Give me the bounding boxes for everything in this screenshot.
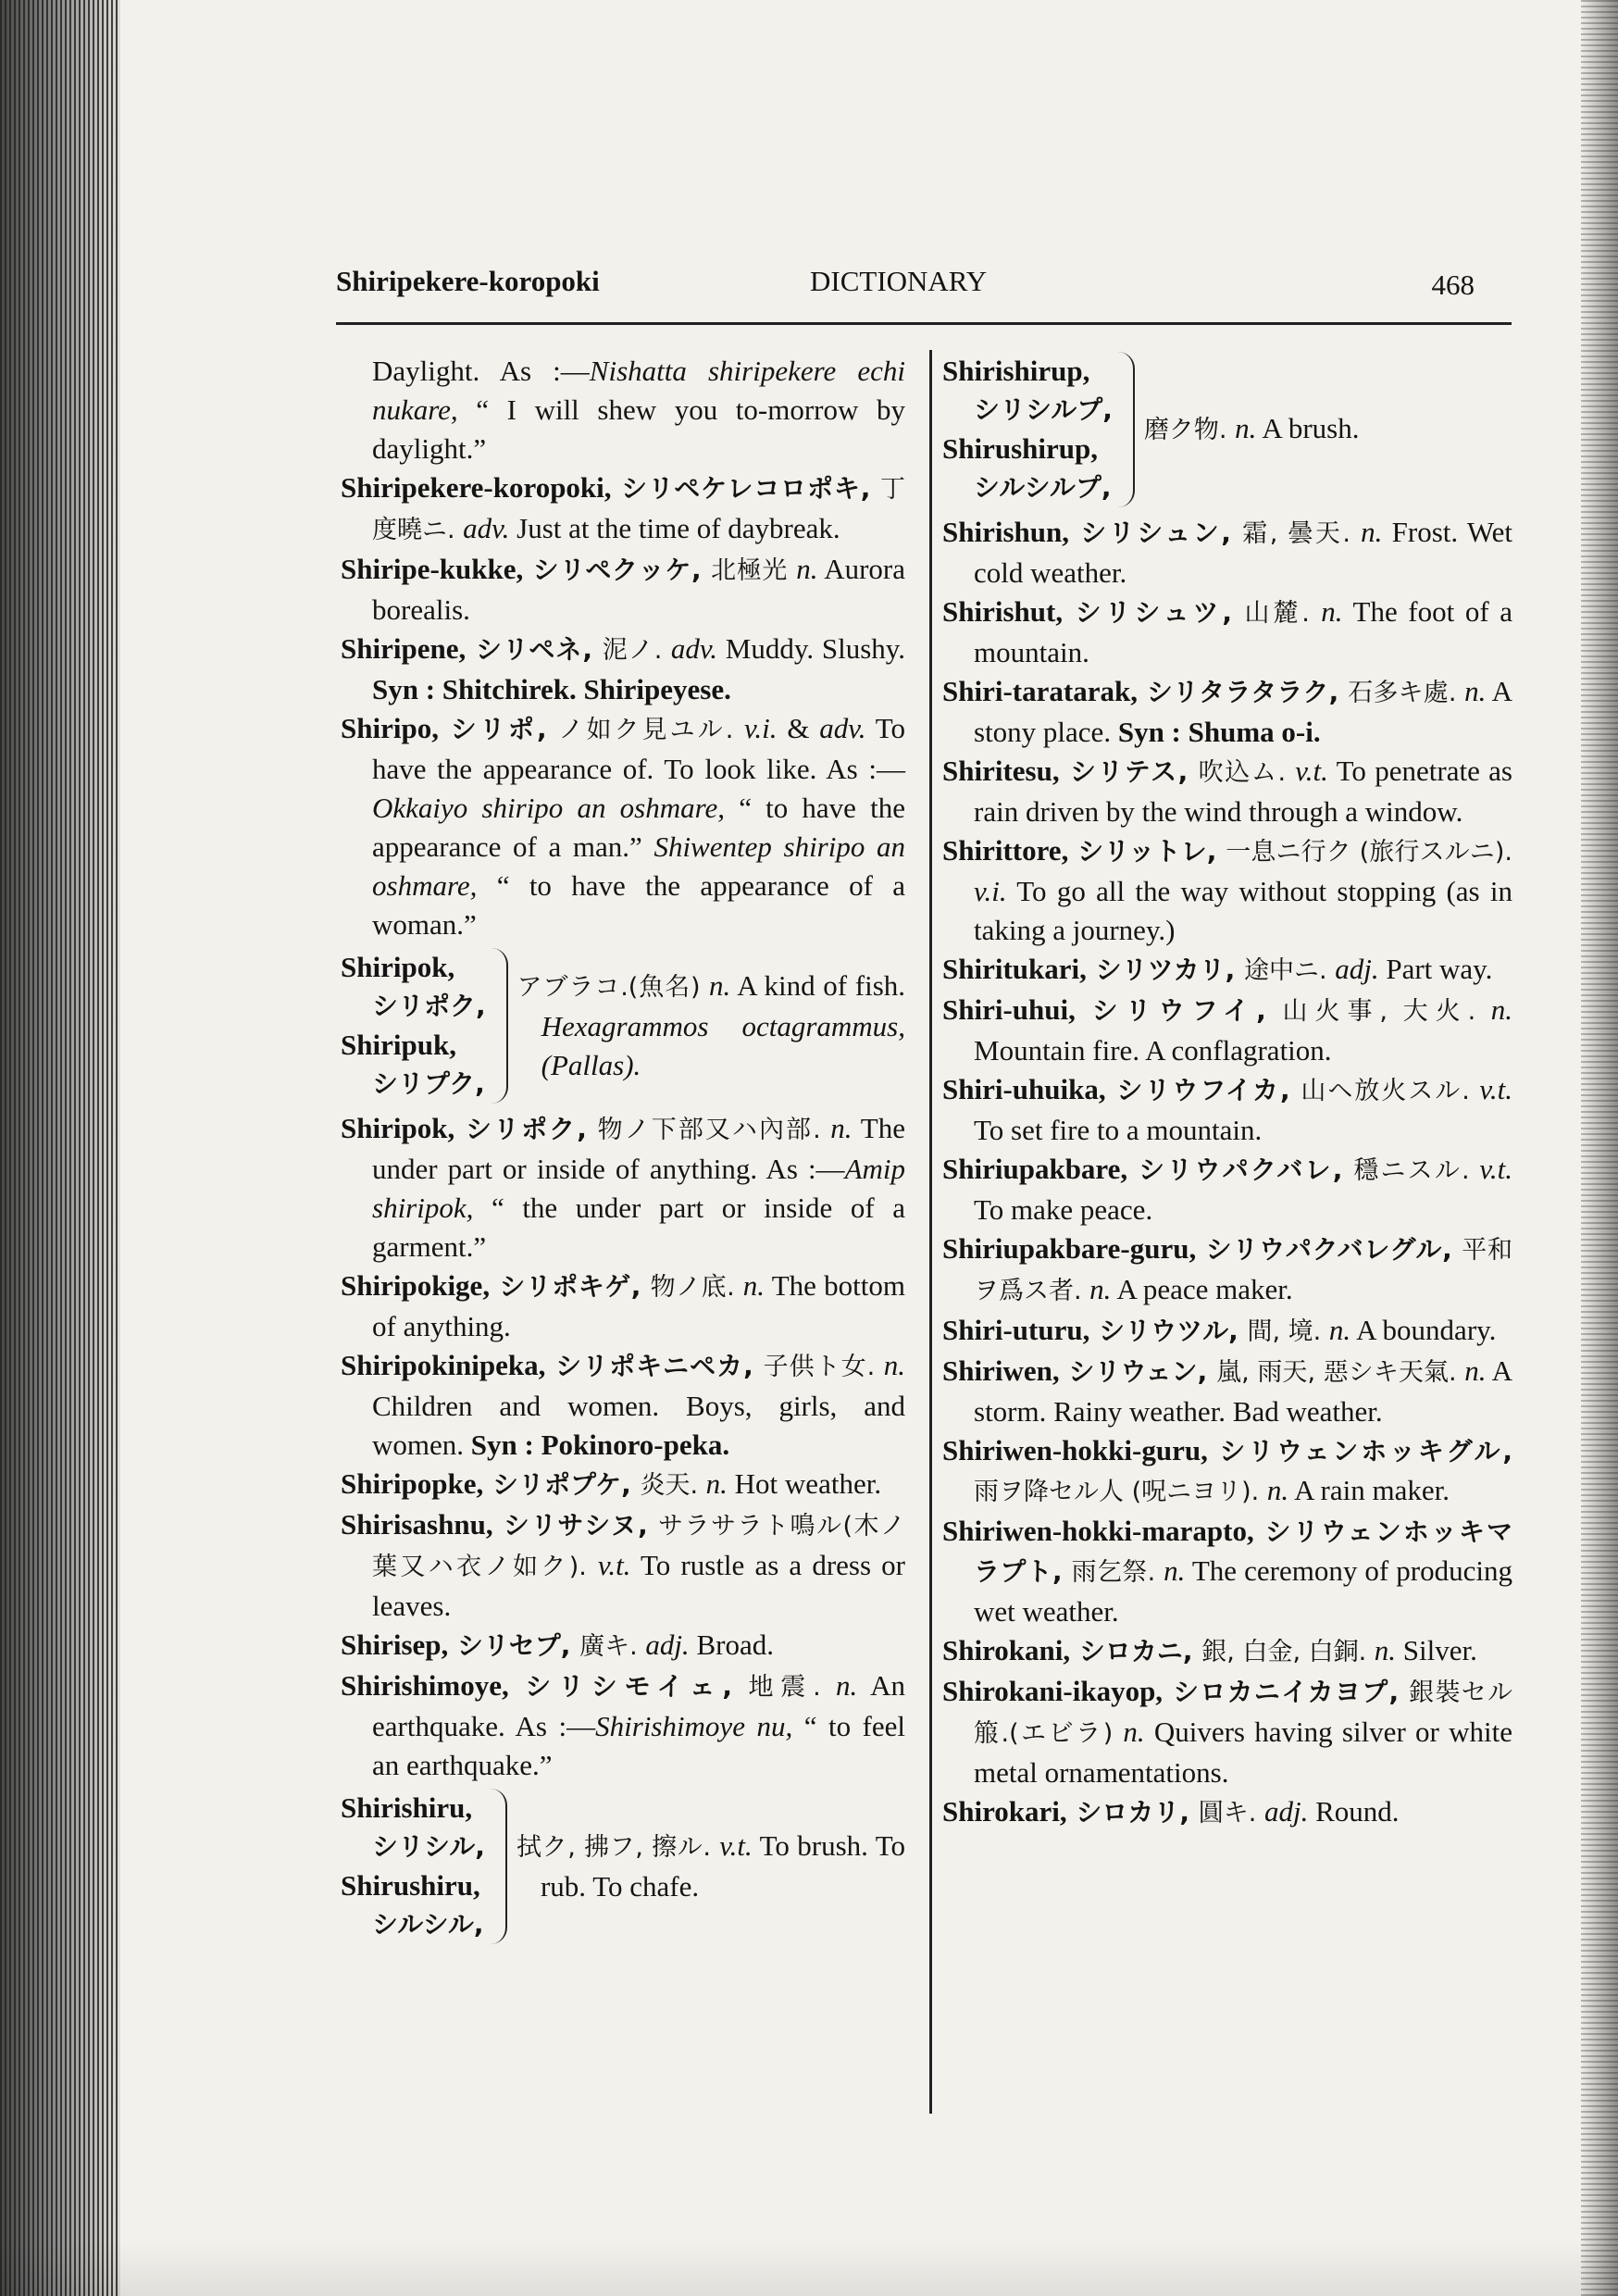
part-of-speech: n. [830, 1112, 853, 1144]
japanese-gloss: 圓キ. [1198, 1799, 1264, 1828]
japanese-gloss: 平和ヲ爲ス者. [974, 1236, 1512, 1305]
headword: Shirokani-ikayop, [942, 1675, 1164, 1707]
dictionary-entry [942, 1431, 1512, 1512]
headword: Shiri-uturu, [942, 1314, 1090, 1346]
katakana-reading: シリサシヌ, [492, 1510, 658, 1541]
definition-text: To make peace. [974, 1193, 1153, 1226]
headword: Shirishirup, [942, 355, 1090, 387]
katakana-reading: シリプク, [372, 1068, 485, 1099]
definition-text: To have the appearance of. To look like. As :— [372, 712, 906, 785]
japanese-gloss: 途中ニ. [1244, 956, 1336, 985]
definition-text: To set fire to a mountain. [974, 1114, 1263, 1146]
japanese-gloss: 吹込ム. [1198, 758, 1296, 787]
katakana-reading: シリウェンホッキマラプト, [974, 1516, 1512, 1587]
dictionary-entry [942, 1512, 1512, 1631]
page-number: 468 [1431, 268, 1475, 301]
headword: Shirittore, [942, 834, 1069, 867]
headword: Shirishiru, [341, 1791, 473, 1824]
example-phrase: Hexagrammos octagrammus, (Pallas). [541, 1010, 905, 1081]
part-of-speech: adj. [1335, 953, 1379, 985]
bracketed-entry [341, 1789, 905, 1944]
dictionary-entry [341, 1465, 905, 1505]
headword: Shiriwen-hokki-marapto, [942, 1515, 1254, 1547]
shared-definition [517, 967, 905, 1085]
definition-text: A peace maker. [1111, 1273, 1293, 1305]
example-phrase: Nishatta shiripekere echi nukare, [372, 355, 906, 426]
japanese-gloss: ノ如ク見ユル. [558, 716, 744, 744]
dictionary-entry [341, 1505, 905, 1626]
entry-list [341, 1109, 905, 1785]
definition-text: The foot of a mountain. [974, 595, 1512, 668]
part-of-speech: adv. [819, 712, 866, 744]
katakana-reading: シリウフイ, [1075, 995, 1283, 1026]
headword: Shirishimoye, [341, 1669, 509, 1702]
katakana-reading: シリペクッケ, [523, 555, 712, 585]
katakana-reading: シリウツル, [1089, 1316, 1248, 1346]
definition-text: Aurora borealis. [372, 553, 905, 626]
headword: Shiritukari, [942, 953, 1087, 985]
katakana-reading: シリペケレコロポキ, [611, 473, 880, 504]
katakana-reading: シリシュツ, [1063, 597, 1245, 628]
dictionary-entry [341, 709, 905, 944]
scan-edge-bottom [0, 2240, 1618, 2296]
part-of-speech: n. [1464, 675, 1487, 707]
dictionary-entry [341, 550, 905, 630]
definition-text: Round. [1308, 1795, 1400, 1828]
katakana-reading: シルシルプ, [974, 472, 1112, 503]
japanese-gloss: 山火事, 大火. [1282, 997, 1491, 1026]
part-of-speech: n. [1490, 993, 1512, 1026]
katakana-reading: シロカリ, [1066, 1797, 1199, 1828]
part-of-speech: v.i. [974, 875, 1007, 907]
dictionary-entry [942, 513, 1512, 593]
entry-list [341, 468, 905, 944]
scan-edge-right [1581, 0, 1618, 2296]
japanese-gloss: 銀, 白金, 白銅. [1201, 1638, 1375, 1666]
example-phrase: Shiwentep shiripo an oshmare, [372, 830, 906, 902]
dictionary-entry [942, 1792, 1512, 1833]
japanese-gloss: 磨ク物. [1143, 416, 1236, 444]
japanese-gloss: 子供ト女. [763, 1353, 884, 1381]
synonym: Syn : Shuma o-i. [1117, 716, 1321, 748]
katakana-reading: シリペネ, [466, 634, 603, 665]
katakana-reading: シリセプ, [448, 1630, 580, 1661]
definition-text: To go all the way without stopping (as in taking a journey.) [974, 875, 1512, 946]
definition-text: “ the under part or inside of a garment.” [372, 1192, 905, 1263]
definition-text: Part way. [1378, 953, 1493, 985]
definition-text: To brush. To rub. To chafe. [540, 1829, 905, 1903]
dictionary-entry [942, 991, 1512, 1070]
katakana-reading: シリシモイェ, [508, 1671, 749, 1702]
headword: Shiriupakbare, [942, 1153, 1128, 1185]
part-of-speech: v.t. [597, 1549, 631, 1581]
part-of-speech: n. [1361, 516, 1383, 548]
part-of-speech: v.t. [1295, 755, 1328, 787]
part-of-speech: n. [1328, 1314, 1351, 1346]
brace [1118, 352, 1135, 507]
japanese-gloss: 泥ノ. [602, 636, 671, 665]
definition-text: A storm. Rainy weather. Bad weather. [974, 1354, 1512, 1428]
dictionary-entry [942, 831, 1512, 950]
definition-text: Just at the time of daybreak. [509, 512, 840, 544]
definition-text: An earthquake. As :— [372, 1669, 905, 1742]
brace [491, 1789, 507, 1944]
column-rule [929, 350, 932, 2114]
katakana-reading: シリウパクバレ, [1127, 1154, 1354, 1185]
headword-group [341, 948, 486, 1104]
katakana-reading: シリウェン, [1059, 1356, 1217, 1387]
katakana-reading: シリタラタラク, [1137, 677, 1349, 707]
headword: Shiripopke, [341, 1467, 484, 1500]
definition-text: Muddy. Slushy. [717, 632, 905, 665]
headword: Shiri-uhuika, [942, 1073, 1106, 1105]
header-rule [336, 322, 1512, 325]
japanese-gloss: 間, 境. [1247, 1317, 1329, 1346]
definition-text: A stony place. [974, 675, 1513, 748]
definition-text: Children and women. Boys, girls, and women. [372, 1390, 905, 1461]
definition-text: The ceremony of producing wet weather. [974, 1554, 1512, 1628]
katakana-reading: シリポキゲ, [490, 1271, 651, 1302]
part-of-speech: adv. [463, 512, 510, 544]
dictionary-entry [341, 630, 905, 709]
japanese-gloss: 石多キ處. [1348, 679, 1465, 707]
scan-edge-left [0, 0, 120, 2296]
dictionary-entry [341, 1626, 905, 1666]
dictionary-title: DICTIONARY [810, 265, 988, 297]
part-of-speech: v.t. [1479, 1073, 1512, 1105]
japanese-gloss: 物ノ下部又ハ內部. [597, 1116, 831, 1144]
part-of-speech: n. [709, 969, 731, 1002]
headword: Shiripok, [341, 951, 455, 983]
definition-text: “ to feel an earthquake.” [372, 1710, 906, 1781]
bracketed-entry [341, 948, 905, 1104]
japanese-gloss: 丁度曉ニ. [372, 475, 905, 544]
continued-entry [341, 352, 905, 468]
dictionary-entry [942, 1311, 1512, 1352]
definition-text: To penetrate as rain driven by the wind through a window. [974, 755, 1512, 828]
shared-definition [517, 1827, 905, 1906]
definition-text: Quivers having silver or white metal ornamentations. [974, 1716, 1512, 1789]
katakana-reading: シリツカリ, [1086, 955, 1245, 985]
headword: Shiripe-kukke, [341, 553, 524, 585]
japanese-gloss: 霜, 曇天. [1242, 519, 1362, 548]
part-of-speech: v.i. [743, 712, 778, 744]
dictionary-entry [942, 950, 1512, 991]
japanese-gloss: 嵐, 雨天, 惡シキ天氣. [1216, 1358, 1465, 1387]
running-head: Shiripekere-koropoki [336, 265, 600, 297]
definition-text: “ to have the appearance of a woman.” [372, 869, 905, 941]
katakana-reading: シリウパクバレグル, [1196, 1234, 1462, 1265]
headword: Shiripekere-koropoki, [341, 471, 612, 504]
dictionary-entry [942, 1672, 1512, 1792]
headword: Shiriwen, [942, 1354, 1060, 1387]
left-column [341, 352, 905, 1950]
katakana-reading: シロカニイカヨプ, [1163, 1677, 1410, 1707]
katakana-reading: シリウフイカ, [1105, 1075, 1301, 1105]
example-phrase: Shirishimoye nu, [595, 1710, 793, 1742]
definition-text: “ I will shew you to-morrow by daylight.” [372, 393, 905, 465]
headword: Shiripene, [341, 632, 467, 665]
brace [492, 948, 508, 1104]
japanese-gloss: 穩ニスル. [1353, 1156, 1480, 1185]
part-of-speech: n. [1321, 595, 1343, 628]
katakana-reading: シリポキニペカ, [545, 1351, 764, 1381]
headword: Shirishut, [942, 595, 1064, 628]
headword: Shiripo, [341, 712, 439, 744]
katakana-reading: シリシルプ, [974, 394, 1113, 425]
japanese-gloss: 山ヘ放火スル. [1301, 1077, 1480, 1105]
headword: Shirisashnu, [341, 1508, 493, 1541]
headword: Shirishun, [942, 516, 1070, 548]
part-of-speech: n. [1123, 1716, 1145, 1748]
dictionary-entry [942, 752, 1512, 831]
japanese-gloss: 廣キ. [579, 1632, 646, 1661]
dictionary-entry [341, 1666, 905, 1785]
dictionary-entry [341, 1346, 905, 1465]
japanese-gloss: 北極光 [711, 556, 797, 585]
japanese-gloss: 拭ク, 拂フ, 擦ル. [516, 1833, 720, 1862]
bracketed-entry [942, 352, 1512, 507]
part-of-speech: n. [883, 1349, 905, 1381]
dictionary-entry [942, 593, 1512, 672]
dictionary-entry [942, 1352, 1512, 1431]
definition-text: Silver. [1396, 1634, 1477, 1666]
part-of-speech: n. [705, 1467, 728, 1500]
dictionary-entry [942, 1229, 1512, 1311]
japanese-gloss: 山麓. [1244, 599, 1322, 628]
headword: Shiriupakbare-guru, [942, 1232, 1197, 1265]
headword: Shirokani, [942, 1634, 1071, 1666]
part-of-speech: adv. [670, 632, 718, 665]
headword-group [341, 1789, 485, 1944]
headword: Shirokari, [942, 1795, 1067, 1828]
definition-text: Broad. [689, 1628, 774, 1661]
headword: Shiripokinipeka, [341, 1349, 546, 1381]
headword-group [942, 352, 1113, 507]
headword: Shirisep, [341, 1628, 449, 1661]
part-of-speech: adj. [645, 1628, 690, 1661]
part-of-speech: n. [1266, 1474, 1289, 1506]
synonym: Syn : Pokinoro-peka. [470, 1429, 730, 1461]
headword: Shiripok, [341, 1112, 455, 1144]
part-of-speech: n. [836, 1669, 858, 1702]
katakana-reading: シルシル, [372, 1909, 484, 1940]
dictionary-entry [942, 1150, 1512, 1229]
headword: Shirushirup, [942, 432, 1099, 465]
japanese-gloss: 一息ニ行ク (旅行スルニ). [1226, 838, 1512, 867]
part-of-speech: adj. [1263, 1795, 1309, 1828]
japanese-gloss: 物ノ底. [650, 1273, 743, 1302]
dictionary-entry [942, 1631, 1512, 1672]
dictionary-entry [341, 1109, 905, 1267]
definition-text: A boundary. [1350, 1314, 1497, 1346]
dictionary-entry [341, 1267, 905, 1346]
katakana-reading: シリポ, [438, 714, 559, 744]
dictionary-entry [942, 672, 1512, 752]
headword: Shiritesu, [942, 755, 1060, 787]
page-header [336, 265, 1475, 311]
definition-text: The under part or inside of anything. As :— [372, 1112, 905, 1185]
definition-text: A brush. [1256, 412, 1360, 444]
part-of-speech: n. [1235, 412, 1257, 444]
headword: Shiriwen-hokki-guru, [942, 1434, 1208, 1466]
part-of-speech: n. [1464, 1354, 1487, 1387]
example-phrase: Amip shiripok, [372, 1153, 905, 1224]
definition-text: & [777, 712, 820, 744]
japanese-gloss: 地震. [748, 1673, 837, 1702]
headword: Shiripokige, [341, 1269, 491, 1302]
part-of-speech: n. [1089, 1273, 1112, 1305]
katakana-reading: シリウェンホッキグル, [1207, 1436, 1512, 1466]
japanese-gloss: 雨乞祭. [1071, 1558, 1164, 1587]
japanese-gloss: 炎天. [640, 1471, 706, 1500]
shared-definition [1144, 409, 1512, 450]
headword: Shiripuk, [341, 1029, 456, 1061]
definition-text: To rustle as a dress or leaves. [372, 1549, 906, 1622]
katakana-reading: シリポク, [372, 991, 486, 1021]
synonym: Syn : Shitchirek. Shiripeyese. [372, 673, 731, 705]
headword: Shirushiru, [341, 1869, 480, 1902]
katakana-reading: シリポプケ, [483, 1469, 641, 1500]
definition-text: Mountain fire. A conflagration. [974, 1034, 1332, 1067]
katakana-reading: シリテス, [1059, 756, 1199, 787]
definition-text: Frost. Wet cold weather. [974, 516, 1512, 589]
japanese-gloss: サラサラト鳴ル(木ノ葉又ハ衣ノ如ク). [372, 1512, 905, 1581]
right-column [942, 352, 1512, 1833]
japanese-gloss: 雨ヲ降セル人 (呪ニヨリ). [974, 1478, 1267, 1506]
headword: Shiri-taratarak, [942, 675, 1138, 707]
part-of-speech: n. [1374, 1634, 1397, 1666]
part-of-speech: n. [1164, 1554, 1186, 1587]
definition-text: The bottom of anything. [372, 1269, 906, 1342]
definition-text: “ to have the appearance of a man.” [372, 792, 905, 863]
headword: Shiri-uhui, [942, 993, 1076, 1026]
part-of-speech: n. [796, 553, 818, 585]
example-phrase: Okkaiyo shiripo an oshmare, [372, 792, 726, 824]
katakana-reading: シリシュン, [1069, 518, 1243, 548]
definition-text: A kind of fish. [730, 969, 906, 1002]
katakana-reading: シリシル, [372, 1831, 485, 1862]
part-of-speech: v.t. [1479, 1153, 1512, 1185]
katakana-reading: シロカニ, [1070, 1636, 1202, 1666]
part-of-speech: n. [742, 1269, 765, 1302]
dictionary-entry [942, 1070, 1512, 1150]
definition-text: Daylight. As :— [372, 355, 590, 387]
katakana-reading: シリットレ, [1068, 836, 1226, 867]
japanese-gloss: アブラコ.(魚名) [517, 973, 710, 1002]
part-of-speech: v.t. [719, 1829, 753, 1862]
japanese-gloss: 銀裝セル箙.(エビラ) [974, 1678, 1513, 1748]
entry-list [942, 513, 1512, 1833]
definition-text: Hot weather. [727, 1467, 882, 1500]
definition-text: A rain maker. [1288, 1474, 1450, 1506]
katakana-reading: シリポク, [454, 1114, 598, 1144]
dictionary-entry [341, 468, 905, 550]
